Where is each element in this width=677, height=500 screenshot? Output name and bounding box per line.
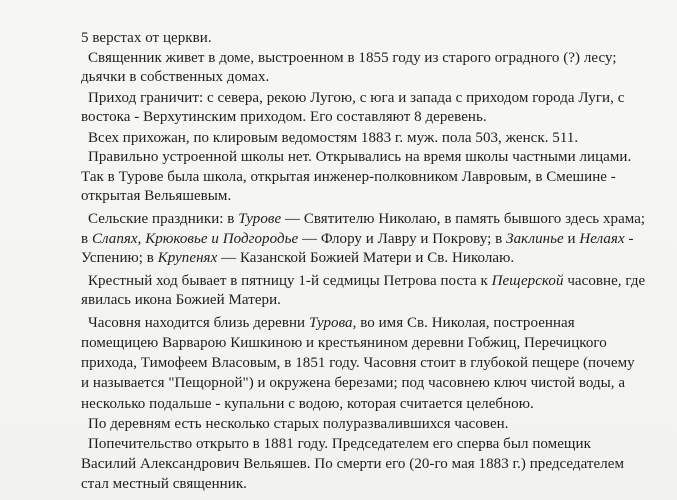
text-line: Так в Турове была школа, открытая инженер-полковником Лавровым, в Смешине -: [81, 168, 616, 185]
text-line: Успению; в Крупенях — Казанской Божией Матери и Св. Николаю.: [81, 250, 515, 267]
text-line: в Слапях, Крюковье и Подгородье — Флору и Лавру и Покрову; в Заклинье и Нелаях -: [81, 230, 634, 247]
text-line: По деревням есть несколько старых полуразвалившихся часовен.: [88, 416, 509, 433]
text-line: востока - Верхутинским приходом. Его составляют 8 деревень.: [81, 109, 487, 126]
text-line: Сельские праздники: в Турове — Святителю Николаю, в память бывшого здесь храма;: [88, 210, 646, 227]
text-line: Попечительство открыто в 1881 году. Председателем его сперва был помещик: [88, 435, 591, 452]
text-line: Всех прихожан, по клировым ведомостям 1883 г. муж. пола 503, женск. 511.: [88, 129, 579, 146]
text-line: Правильно устроенной школы нет. Открывались на время школы частными лицами.: [88, 149, 632, 166]
text-line: несколько подальше - купальни с водою, которая считается целебною.: [81, 395, 534, 412]
text-line: открытая Вельяшевым.: [81, 188, 232, 205]
text-line: Василий Александрович Вельяшев. По смерти его (20-го мая 1883 г.) председателем: [81, 456, 625, 473]
text-line: Крестный ход бывает в пятницу 1-й седмицы Петрова поста к Пещерской часовне, где: [88, 272, 646, 289]
text-line: 5 верстах от церкви.: [81, 30, 212, 46]
text-line: дьячки в собственных домах.: [81, 69, 270, 86]
text-line: и называется "Пещорной") и окружена березами; под часовнею ключ чистой воды, а: [81, 375, 626, 392]
text-line: прихода, Тимофеем Власовым, в 1851 году. Часовня стоит в глубокой пещере (почему: [81, 354, 635, 371]
text-line: Священник живет в доме, выстроенном в 1855 году из старого оградного (?) лесу;: [88, 49, 617, 66]
text-line: помещицею Варварою Кишкиною и крестьянином деревни Гобжиц, Перечицкого: [81, 334, 607, 351]
text-line: явилась икона Божией Матери.: [81, 292, 281, 309]
text-line: Часовня находится близь деревни Турова, во имя Св. Николая, построенная: [88, 314, 575, 331]
text-line: стал местный священник.: [81, 476, 247, 493]
document-text: [81, 29, 671, 495]
text-line: Приход граничит: с севера, рекою Лугою, с юга и запада с приходом города Луги, с: [88, 89, 625, 106]
